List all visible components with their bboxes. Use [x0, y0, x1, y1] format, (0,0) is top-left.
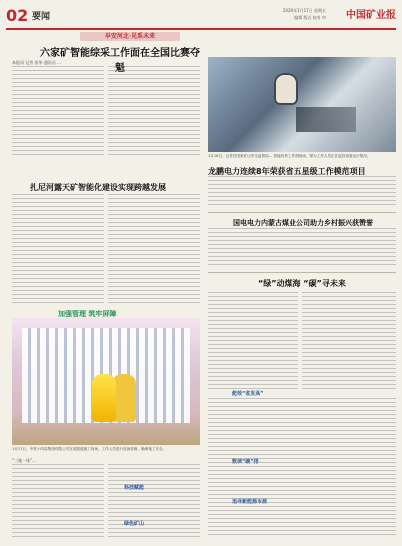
green-slogan: 加强管理 筑牢屏障 — [58, 310, 117, 318]
left-bottom-col-1 — [12, 464, 104, 540]
photo-left-caption: 1月17日，中铁十四局集团有限公司在某隧道施工现场，工作人员进行设备检修，确保施工安全。 — [12, 447, 167, 451]
right-subhead-1: 能效“省发高” — [232, 391, 264, 397]
right-article-3-bottom — [208, 398, 396, 538]
top-banner: 早安河北·见系未来 — [80, 32, 180, 41]
bottom-tag-2: 绿色矿山 — [124, 521, 145, 527]
left-article-col-2 — [108, 194, 200, 304]
left-subhead: “三地一体”… — [12, 458, 37, 463]
right-subhead-3: 追寻新能源本源 — [232, 499, 268, 505]
right-article-3-col-2 — [302, 292, 396, 392]
bottom-tag-1: 科技赋能 — [124, 485, 145, 491]
right-headline-2: 国电电力内蒙古煤业公司助力乡村振兴获赞誉 — [233, 219, 373, 227]
left-headline-2: 扎尼河露天矿智能化建设实现跨越发展 — [30, 183, 166, 192]
left-article-col-1 — [12, 194, 104, 304]
main-headline: 六家矿智能综采工作面在全国比赛夺魁 — [40, 48, 200, 74]
date-line: 2020年1月17日 星期五 — [282, 8, 326, 13]
photo-right-top — [208, 57, 396, 152]
left-bottom-col-2 — [108, 464, 200, 540]
right-subhead-2: 数读“碳”排 — [232, 459, 259, 465]
section-title: 要闻 — [32, 12, 51, 22]
photo-right-caption: 1月16日，记者在国家矿山安全监察局… 智能综采工作面现场，图为工作人员正在监控设备运行情况。 — [208, 154, 371, 158]
right-headline-1: 龙鹏电力连续8年荣获省五星级工作模范项目 — [208, 167, 366, 176]
main-byline: 本报讯 记者 张华 通讯员 … — [12, 60, 62, 65]
divider-right-1 — [208, 212, 396, 213]
page-number: 02 — [6, 6, 29, 25]
right-article-3-col-1 — [208, 292, 298, 392]
right-headline-3: “绿”动煤海 “碳”寻未来 — [258, 279, 346, 288]
right-article-2 — [208, 228, 396, 268]
divider-right-2 — [208, 272, 396, 273]
main-article-col-1 — [12, 66, 104, 156]
editor-line: 编辑 版式 校对 审 — [294, 15, 326, 20]
right-article-1 — [208, 176, 396, 208]
masthead — [6, 6, 396, 30]
main-article-col-2 — [108, 66, 200, 156]
newspaper-logo: 中国矿业报 — [346, 10, 396, 21]
photo-left-bottom — [12, 318, 200, 445]
